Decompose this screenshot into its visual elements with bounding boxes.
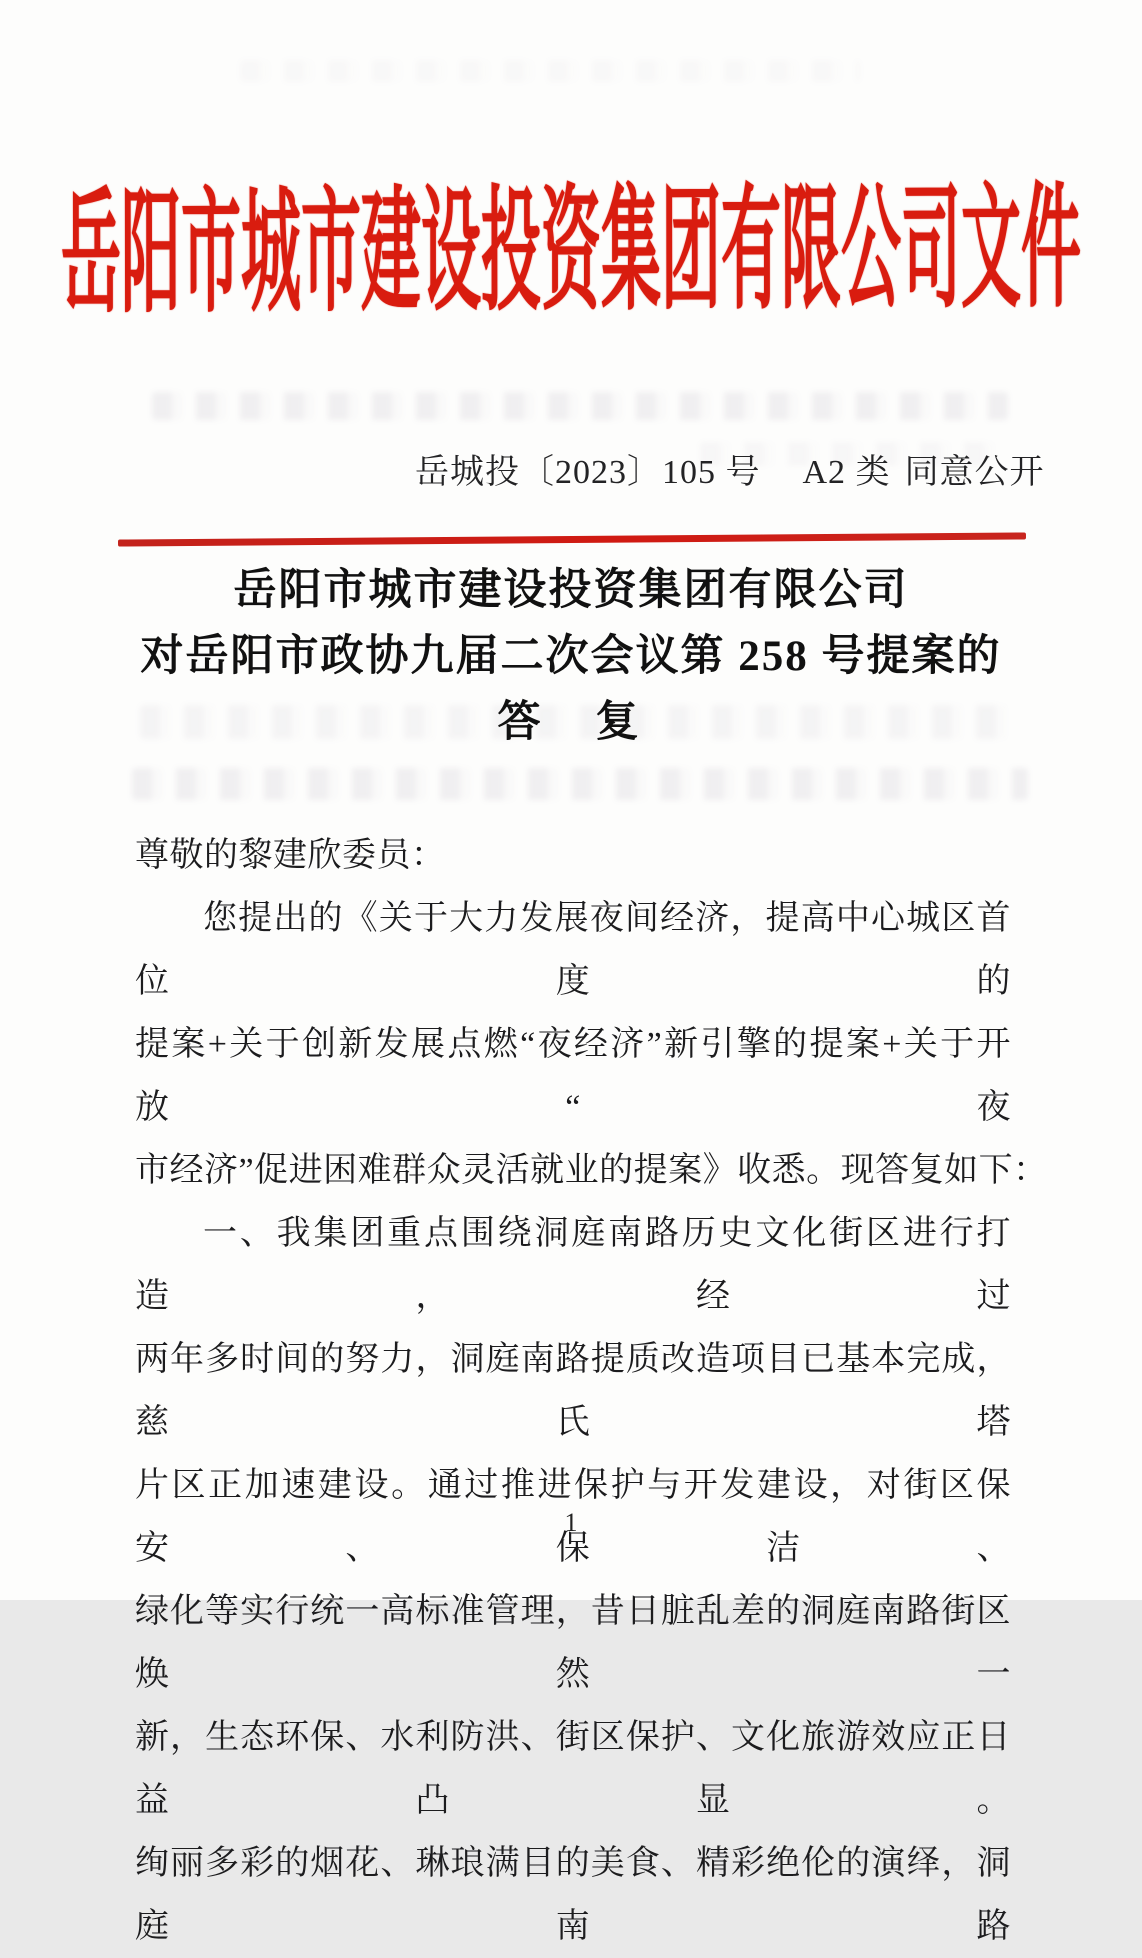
bleed-through-band: [240, 60, 860, 82]
document-title: [0, 558, 1142, 756]
body-line: 提案+关于创新发展点燃“夜经济”新引擎的提案+关于开放“夜: [135, 1026, 1011, 1126]
doc-classification: A2 类: [802, 454, 891, 491]
document-title-line1: 岳阳市城市建设投资集团有限公司: [233, 567, 909, 614]
salutation: 尊敬的黎建欣委员：: [135, 837, 446, 874]
document-title-line2: 对岳阳市政协九届二次会议第 258 号提案的: [140, 633, 1002, 680]
body-line: 片区正加速建设。通过推进保护与开发建设，对街区保安、保洁、: [135, 1467, 1011, 1567]
doc-number-row: [415, 444, 1045, 493]
body-line: 一、我集团重点围绕洞庭南路历史文化街区进行打造，经过: [135, 1215, 1011, 1315]
letterhead-org-title: 岳阳市城市建设投资集团有限公司文件: [60, 174, 1082, 330]
body-line: 您提出的《关于大力发展夜间经济，提高中心城区首位度的: [135, 900, 1011, 1000]
bleed-through-band: [152, 392, 1008, 420]
doc-number: 岳城投〔2023〕105 号: [415, 454, 761, 491]
paragraph-1: [135, 887, 1048, 1202]
doc-publicity-status: 同意公开: [904, 454, 1045, 491]
document-body: [135, 824, 1048, 1958]
body-line: 绿化等实行统一高标准管理，昔日脏乱差的洞庭南路街区焕然一: [135, 1593, 1011, 1693]
page-number: 1: [564, 1508, 578, 1537]
bleed-through-band: [132, 768, 1028, 800]
body-line: 绚丽多彩的烟花、琳琅满目的美食、精彩绝伦的演绎，洞庭南路: [135, 1845, 1011, 1945]
red-separator-line: [118, 532, 1026, 546]
body-line: 市经济”促进困难群众灵活就业的提案》收悉。现答复如下：: [135, 1152, 1048, 1189]
body-line: 新，生态环保、水利防洪、街区保护、文化旅游效应正日益凸显。: [135, 1719, 1011, 1819]
body-line: 两年多时间的努力，洞庭南路提质改造项目已基本完成，慈氏塔: [135, 1341, 1011, 1441]
document-title-reply: 答 复: [497, 699, 645, 746]
paragraph-2: [135, 1202, 1011, 1958]
